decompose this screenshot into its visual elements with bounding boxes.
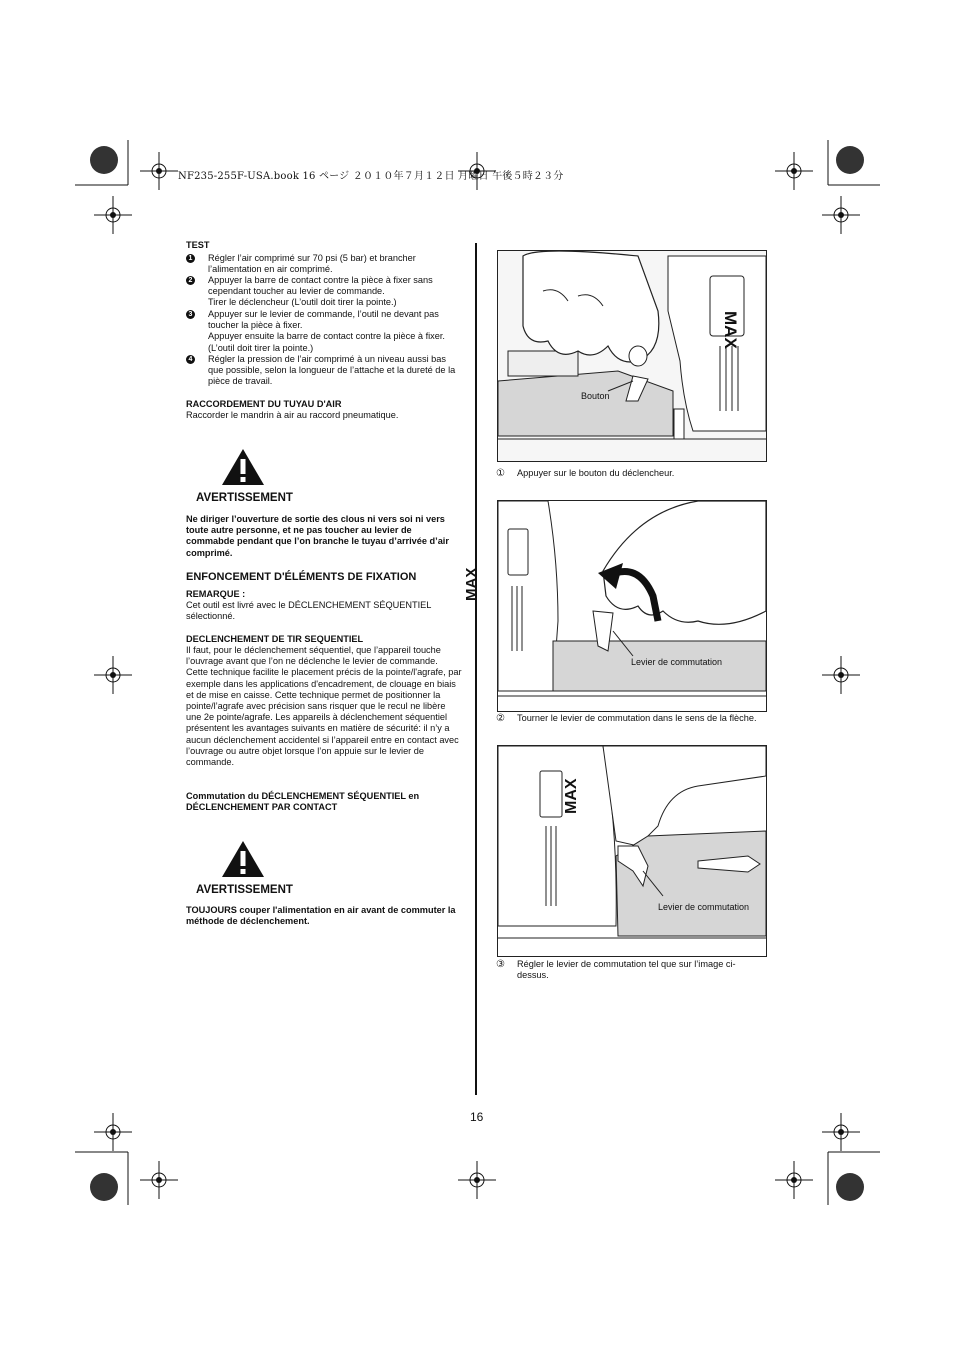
declenchement-title: DECLENCHEMENT DE TIR SEQUENTIEL: [186, 634, 364, 644]
raccord-text: Raccorder le mandrin à air au raccord pneumatique.: [186, 410, 399, 420]
figure-caption-3: ③ Régler le levier de commutation tel que sur l’image ci-dessus.: [496, 959, 736, 981]
warning-title: AVERTISSEMENT: [196, 492, 293, 504]
figure-3: [497, 745, 767, 957]
step-number: 2: [186, 276, 195, 285]
test-item-2: 2 Appuyer la barre de contact contre la pièce à fixer sans cependant toucher au levier de commande. Tirer le déclencheur (L’outil doit tirer la pointe.): [186, 275, 461, 309]
warning-text: Ne diriger l’ouverture de sortie des clous ni vers soi ni vers toute autre personne, et ne pas toucher au levier de commabde pendant que l’on branche le tuyau d’arrivée d’air comprimé.: [186, 514, 449, 558]
test-item-4: 4 Régler la pression de l’air comprimé à un niveau aussi bas que possible, selon la longueur de l’attache et la dureté de la pièce de travail.: [186, 354, 461, 388]
test-title: TEST: [186, 240, 210, 250]
brand-logo: MAX: [721, 311, 740, 349]
file-header: NF235-255F-USA.book 16 ページ ２０１０年７月１２日 月曜日 午後５時２３分: [178, 171, 564, 182]
figure-label-levier: Levier de commutation: [631, 657, 723, 667]
test-item-3: 3 Appuyer sur le levier de commande, l’outil ne devant pas toucher la pièce à fixer. Appuyer ensuite la barre de contact contre la pièce à fixer. (L’outil doit tirer la pointe.): [186, 309, 461, 354]
step-number: 4: [186, 355, 195, 364]
figure-2: [463, 500, 767, 712]
figure-label-bouton: Bouton: [581, 391, 610, 401]
warning-text: TOUJOURS couper l'alimentation en air avant de commuter la méthode de déclenchement.: [186, 905, 456, 927]
warning-title: AVERTISSEMENT: [196, 884, 293, 896]
page-number: 16: [470, 1110, 484, 1124]
step-number: 3: [186, 310, 195, 319]
raccord-title: RACCORDEMENT DU TUYAU D'AIR: [186, 399, 342, 409]
declenchement-text: Il faut, pour le déclenchement séquentiel, que l’appareil touche l’ouvrage avant que l’on ne déclenche le levier de commande. Cette technique facilite le placement précis de la pointe/l'agrafe, par exemple dans les applications d'encadrement, de clouage en biais et de mise en caisse. Cette technique permet de positionner la pointe/l’agrafe avec précision sans risquer que le recul ne libère une 2e pointe/agrafe. Les appareils à déclenchement séquentiel présentent les avantages suivants en matière de sécurité: il n’y a aucun déclenchement accidentel si l’appareil entre en contact avec l’ouvrage ou autre objet lorsque l’on appuie sur le levier de commande.: [186, 645, 462, 768]
warning-icon: [221, 840, 265, 878]
section-title-enfoncement: ENFONCEMENT D'ÉLÉMENTS DE FIXATION: [186, 571, 417, 583]
test-item-1: 1 Régler l’air comprimé sur 70 psi (5 bar) et brancher l’alimentation en air comprimé.: [186, 253, 461, 275]
brand-logo: MAX: [463, 567, 480, 601]
commutation-title: Commutation du DÉCLENCHEMENT SÉQUENTIEL en DÉCLENCHEMENT PAR CONTACT: [186, 791, 420, 813]
warning-icon: [221, 448, 265, 486]
brand-logo: MAX: [563, 778, 580, 814]
figure-1: [497, 250, 767, 462]
figure-caption-2: ② Tourner le levier de commutation dans le sens de la flèche.: [496, 713, 757, 724]
tool-illustration-3: [498, 746, 766, 956]
tool-illustration-1: [498, 251, 766, 461]
figure-label-levier: Levier de commutation: [658, 902, 750, 912]
figure-caption-1: ① Appuyer sur le bouton du déclencheur.: [496, 468, 675, 479]
step-number: 1: [186, 254, 195, 263]
column-divider: [475, 243, 477, 1095]
tool-illustration-2: [463, 501, 766, 711]
remarque-title: REMARQUE :: [186, 589, 246, 599]
remarque-text: Cet outil est livré avec le DÉCLENCHEMENT SÉQUENTIEL sélectionné.: [186, 600, 432, 622]
